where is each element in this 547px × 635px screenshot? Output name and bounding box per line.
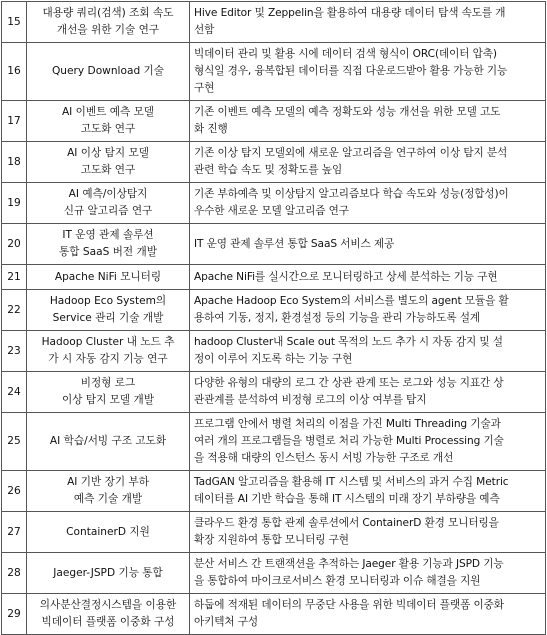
task-description-line: Hive Editor 및 Zeppelin을 활용하여 대용량 데이터 탐색 속도를 개 <box>194 7 506 19</box>
table-row <box>2 43 546 101</box>
task-description <box>190 372 546 413</box>
task-title <box>27 553 190 594</box>
task-description-line: 기존 부하예측 및 이상탐지 알고리즘보다 학습 속도와 성능(정합성)이 <box>194 188 509 200</box>
task-title <box>27 471 190 512</box>
task-description <box>190 2 546 43</box>
task-title <box>27 594 190 635</box>
task-title <box>27 183 190 224</box>
task-number: 24 <box>2 372 27 413</box>
task-title <box>27 2 190 43</box>
task-title-line: AI 이벤트 예측 모델 <box>61 106 155 118</box>
task-title-line: 통합 SaaS 버전 개발 <box>59 246 157 258</box>
task-description-line: 하둡에 적재된 데이터의 무중단 사용을 위한 빅데이터 플랫폼 이중화 <box>194 599 504 611</box>
task-description <box>190 290 546 331</box>
rnd-task-table <box>1 1 546 635</box>
task-description-line: hadoop Cluster내 Scale out 목적의 노드 추가 시 자동 감지 및 설 <box>194 336 503 348</box>
task-description <box>190 101 546 142</box>
task-title <box>27 224 190 265</box>
task-title-line: Service 관리 기술 개발 <box>52 312 164 324</box>
task-title-line: AI 기반 장기 부하 <box>67 476 149 488</box>
task-title-line: 고도화 연구 <box>80 123 136 135</box>
task-description-line: 클라우드 환경 통합 관제 솔루션에서 ContainerD 환경 모니터링을 <box>194 517 499 529</box>
task-description-line: 구현 <box>194 82 215 94</box>
task-title-line: Apache NiFi 모니터링 <box>54 270 162 283</box>
task-title-line: 예측 기술 개발 <box>73 493 143 505</box>
table-row <box>2 2 546 43</box>
task-number: 26 <box>2 471 27 512</box>
task-description-line: 분산 서비스 간 트랜잭션을 추적하는 Jaeger 활용 기능과 JSPD 기능 <box>194 558 504 570</box>
table-row <box>2 413 546 471</box>
task-number: 18 <box>2 142 27 183</box>
task-title-line: 이상 탐지 모델 개발 <box>62 394 154 406</box>
task-description-line: 다양한 유형의 대량의 로그 간 상관 관계 또는 로그와 성능 지표간 상 <box>194 377 504 389</box>
task-description-line: 확장 지원하여 통합 모니터링 구현 <box>194 534 349 546</box>
task-number: 23 <box>2 331 27 372</box>
table-row <box>2 265 546 290</box>
task-title-line: 의사분산결정시스템을 이용한 <box>39 599 177 611</box>
task-description-line: TadGAN 알고리즘을 활용해 IT 시스템 및 서비스의 과거 수집 Metric <box>194 476 509 488</box>
task-description <box>190 183 546 224</box>
task-number: 20 <box>2 224 27 265</box>
task-title-line: 비정형 로그 <box>80 377 136 389</box>
task-title <box>27 413 190 471</box>
task-description-line: 을 적용해 대량의 인스턴스 동시 서빙 가능한 구조로 개선 <box>194 452 454 464</box>
task-description-line: 형식일 경우, 융복합된 데이터를 직접 다운로드받아 활용 가능한 기능 <box>194 65 508 77</box>
task-description-line: 선함 <box>194 24 215 36</box>
task-description <box>190 413 546 471</box>
task-description-line: 용하여 기동, 정지, 환경설정 등의 기능을 관리 가능하도록 설계 <box>194 312 481 324</box>
table-row <box>2 101 546 142</box>
task-title <box>27 43 190 101</box>
task-number: 19 <box>2 183 27 224</box>
task-description-line: 데이터를 AI 기반 학습을 통해 IT 시스템의 미래 장기 부하량을 예측 <box>194 493 500 505</box>
task-title <box>27 372 190 413</box>
task-title-line: Jaeger-JSPD 기능 통합 <box>53 566 163 579</box>
task-description-line: 기존 이벤트 예측 모델의 예측 정확도와 성능 개선을 위한 모델 고도 <box>194 106 501 118</box>
task-description-line: 프로그램 안에서 병렬 처리의 이점을 가진 Multi Threading 기술과 <box>194 418 501 430</box>
task-title-line: Query Download 기술 <box>51 65 165 77</box>
task-title-line: ContainerD 지원 <box>66 525 150 538</box>
task-description-line: 여러 개의 프로그램들을 병렬로 처리 가능한 Multi Processing 기술 <box>194 435 504 447</box>
table-row <box>2 372 546 413</box>
task-title-line: Hadoop Eco System의 <box>49 295 167 307</box>
task-description-line: 정이 이루어 지도록 하는 기능 구현 <box>194 353 353 365</box>
table-row <box>2 290 546 331</box>
task-number: 29 <box>2 594 27 635</box>
table-row <box>2 142 546 183</box>
task-title-line: 개선을 위한 기술 연구 <box>56 24 160 36</box>
task-title-line: 가 시 자동 감지 기능 연구 <box>48 353 168 365</box>
table-row <box>2 331 546 372</box>
table-row <box>2 224 546 265</box>
task-title <box>27 290 190 331</box>
task-title-line: AI 이상 탐지 모델 <box>67 147 149 159</box>
task-number: 15 <box>2 2 27 43</box>
task-description-line: 을 통합하여 마이크로서비스 환경 모니터링과 이슈 해결을 지원 <box>194 575 481 587</box>
task-title <box>27 265 190 290</box>
task-description-line: IT 운영 관제 솔루션 통합 SaaS 서비스 제공 <box>194 237 395 250</box>
table-row <box>2 512 546 553</box>
table-row <box>2 594 546 635</box>
task-number: 21 <box>2 265 27 290</box>
task-description-line: 화 진행 <box>194 123 228 135</box>
table-row <box>2 183 546 224</box>
task-number: 28 <box>2 553 27 594</box>
task-title-line: 신규 알고리즘 연구 <box>63 205 153 217</box>
task-title <box>27 331 190 372</box>
task-number: 22 <box>2 290 27 331</box>
task-description <box>190 553 546 594</box>
task-description-line: 빅데이터 관리 및 활용 시에 데이터 검색 형식이 ORC(데이터 압축) <box>194 48 497 60</box>
task-title <box>27 512 190 553</box>
task-number: 27 <box>2 512 27 553</box>
task-title-line: IT 운영 관제 솔루션 <box>62 229 154 241</box>
task-description <box>190 43 546 101</box>
task-title-line: 빅데이터 플랫폼 이중화 구성 <box>41 616 175 628</box>
task-title-line: AI 예측/이상탐지 <box>68 188 148 200</box>
task-description <box>190 512 546 553</box>
task-description <box>190 142 546 183</box>
task-number: 25 <box>2 413 27 471</box>
task-description-line: Apache Hadoop Eco System의 서비스를 별도의 agent 모듈을 활 <box>194 295 509 307</box>
task-title-line: 대용량 쿼리(검색) 조회 속도 <box>42 7 174 19</box>
table-row <box>2 553 546 594</box>
task-description-line: 기존 이상 탐지 모델외에 새로운 알고리즘을 연구하여 이상 탐지 분석 <box>194 147 508 159</box>
task-title <box>27 101 190 142</box>
task-description <box>190 265 546 290</box>
task-title <box>27 142 190 183</box>
task-number: 17 <box>2 101 27 142</box>
task-description <box>190 471 546 512</box>
task-title-line: Hadoop Cluster 내 노드 추 <box>41 336 175 348</box>
task-description-line: 관관계를 분석하여 비정형 로그의 이상 여부를 탐지 <box>194 394 427 406</box>
task-description <box>190 331 546 372</box>
task-description-line: Apache NiFi를 실시간으로 모니터링하고 상세 분석하는 기능 구현 <box>194 270 498 283</box>
task-description-line: 관련 학습 속도 및 정확도를 높임 <box>194 164 343 176</box>
task-title-line: 고도화 연구 <box>80 164 136 176</box>
task-description <box>190 224 546 265</box>
table-row <box>2 471 546 512</box>
task-description-line: 우수한 새로운 모델 알고리즘 연구 <box>194 205 349 217</box>
task-description <box>190 594 546 635</box>
task-title-line: AI 학습/서빙 구조 고도화 <box>49 435 167 447</box>
task-number: 16 <box>2 43 27 101</box>
task-description-line: 아키텍처 구성 <box>194 616 259 628</box>
task-table-body <box>2 2 546 635</box>
